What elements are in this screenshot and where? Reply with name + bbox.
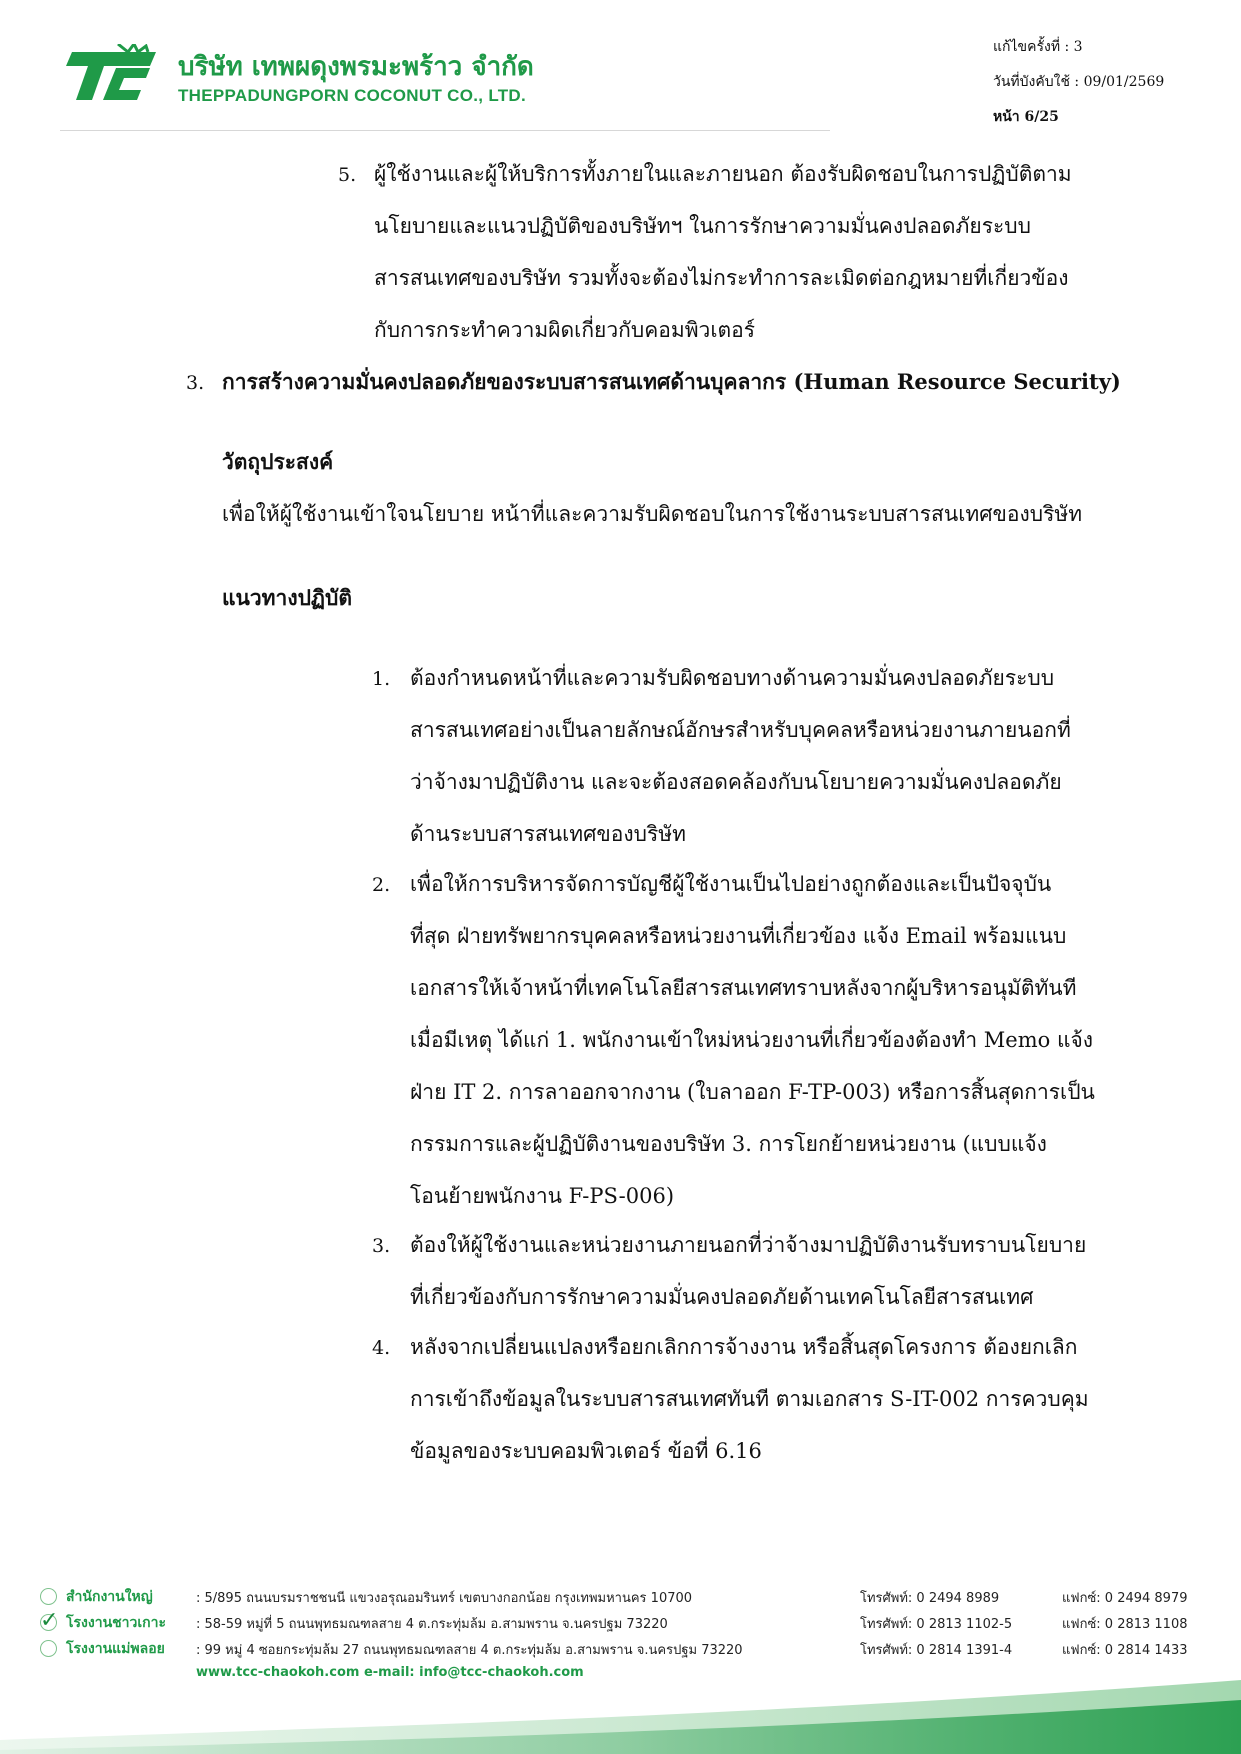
- list-number: 1.: [372, 668, 391, 690]
- page-number: หน้า 6/25: [993, 109, 1059, 125]
- effective-date: วันที่บังคับใช้ : 09/01/2569: [993, 74, 1165, 90]
- header-divider: [60, 130, 830, 131]
- footer-website-email: www.tcc-chaokoh.com e-mail: info@tcc-chaokoh.com: [196, 1665, 584, 1680]
- list-number: 3.: [372, 1235, 391, 1257]
- office-fax: แฟกซ์: 0 2814 1433: [1062, 1643, 1188, 1658]
- list-item: ต้องให้ผู้ใช้งานและหน่วยงานภายนอกที่ว่าจ้างมาปฏิบัติงานรับทราบนโยบาย ที่เกี่ยวข้องกับการรักษาความมั่นคงปลอดภัยด้านเทคโนโลยีสารสนเทศ: [410, 1233, 1087, 1309]
- office-label: สำนักงานใหญ่: [66, 1589, 153, 1605]
- company-name-english: THEPPADUNGPORN COCONUT CO., LTD.: [178, 86, 527, 105]
- list-number: 2.: [372, 874, 391, 896]
- list-item: หลังจากเปลี่ยนแปลงหรือยกเลิกการจ้างงาน หรือสิ้นสุดโครงการ ต้องยกเลิก การเข้าถึงข้อมูลในระบบสารสนเทศทันที ตามเอกสาร S-IT-002 การควบคุม ข้อมูลของระบบคอมพิวเตอร์ ข้อที่ 6.16: [410, 1335, 1089, 1463]
- radio-circle-icon: [40, 1640, 57, 1657]
- office-fax: แฟกซ์: 0 2494 8979: [1062, 1591, 1188, 1606]
- office-address: : 99 หมู่ 4 ซอยกระทุ่มล้ม 27 ถนนพุทธมณฑลสาย 4 ต.กระทุ่มล้ม อ.สามพราน จ.นครปฐม 73220: [196, 1643, 743, 1658]
- revision-number: แก้ไขครั้งที่ : 3: [993, 39, 1083, 55]
- section-title: การสร้างความมั่นคงปลอดภัยของระบบสารสนเทศด้านบุคลากร (Human Resource Security): [222, 369, 1121, 394]
- list-item: ผู้ใช้งานและผู้ให้บริการทั้งภายในและภายนอก ต้องรับผิดชอบในการปฏิบัติตาม นโยบายและแนวปฏิบัติของบริษัทฯ ในการรักษาความมั่นคงปลอดภัยระบบ สารสนเทศของบริษัท รวมทั้งจะต้องไม่กระทำการละเมิดต่อกฎหมายที่เกี่ยวข้อง กับการกระทำความผิดเกี่ยวกับคอมพิวเตอร์: [374, 162, 1072, 342]
- office-phone: โทรศัพท์: 0 2494 8989: [860, 1591, 1000, 1606]
- checkmark-icon: ✓: [40, 1608, 59, 1633]
- office-address: : 5/895 ถนนบรมราชชนนี แขวงอรุณอมรินทร์ เขตบางกอกน้อย กรุงเทพมหานคร 10700: [196, 1591, 693, 1606]
- office-label: โรงงานชาวเกาะ: [66, 1615, 167, 1631]
- objective-text: เพื่อให้ผู้ใช้งานเข้าใจนโยบาย หน้าที่และความรับผิดชอบในการใช้งานระบบสารสนเทศของบริษัท: [222, 502, 1083, 526]
- practice-heading: แนวทางปฏิบัติ: [222, 585, 352, 610]
- section-number: 3.: [186, 372, 205, 394]
- svg-text:TCC: TCC: [108, 86, 111, 87]
- company-name-thai: บริษัท เทพผดุงพรมะพร้าว จำกัด: [178, 52, 534, 82]
- list-item: เพื่อให้การบริหารจัดการบัญชีผู้ใช้งานเป็นไปอย่างถูกต้องและเป็นปัจจุบัน ที่สุด ฝ่ายทรัพยากรบุคคลหรือหน่วยงานที่เกี่ยวข้อง แจ้ง Email พร้อมแนบ เอกสารให้เจ้าหน้าที่เทคโนโลยีสารสนเทศทราบหลังจากผู้บริหารอนุมัติทันที เมื่อมีเหตุ ได้แก่ 1. พนักงานเข้าใหม่หน่วยงานที่เกี่ยวข้องต้องทำ Memo แจ้ง ฝ่าย IT 2. การลาออกจากงาน (ใบลาออก F-TP-003) หรือการสิ้นสุดการเป็น กรรมการและผู้ปฏิบัติงานของบริษัท 3. การโยกย้ายหน่วยงาน (แบบแจ้ง โอนย้ายพนักงาน F-PS-006): [410, 872, 1095, 1208]
- document-meta: [993, 30, 1164, 135]
- office-fax: แฟกซ์: 0 2813 1108: [1062, 1617, 1188, 1632]
- objective-heading: วัตถุประสงค์: [222, 449, 334, 474]
- office-label: โรงงานแม่พลอย: [66, 1641, 165, 1657]
- company-logo: [58, 44, 158, 102]
- office-address: : 58-59 หมู่ที่ 5 ถนนพุทธมณฑลสาย 4 ต.กระทุ่มล้ม อ.สามพราน จ.นครปฐม 73220: [196, 1617, 668, 1632]
- list-item: ต้องกำหนดหน้าที่และความรับผิดชอบทางด้านความมั่นคงปลอดภัยระบบ สารสนเทศอย่างเป็นลายลักษณ์อักษรสำหรับบุคคลหรือหน่วยงานภายนอกที่ ว่าจ้างมาปฏิบัติงาน และจะต้องสอดคล้องกับนโยบายความมั่นคงปลอดภัย ด้านระบบสารสนเทศของบริษัท: [410, 666, 1071, 846]
- office-phone: โทรศัพท์: 0 2813 1102-5: [860, 1617, 1013, 1632]
- radio-circle-icon: [40, 1588, 57, 1605]
- list-number: 5.: [338, 164, 357, 186]
- list-number: 4.: [372, 1337, 391, 1359]
- footer-wave-decoration: [0, 1680, 1241, 1754]
- office-phone: โทรศัพท์: 0 2814 1391-4: [860, 1643, 1013, 1658]
